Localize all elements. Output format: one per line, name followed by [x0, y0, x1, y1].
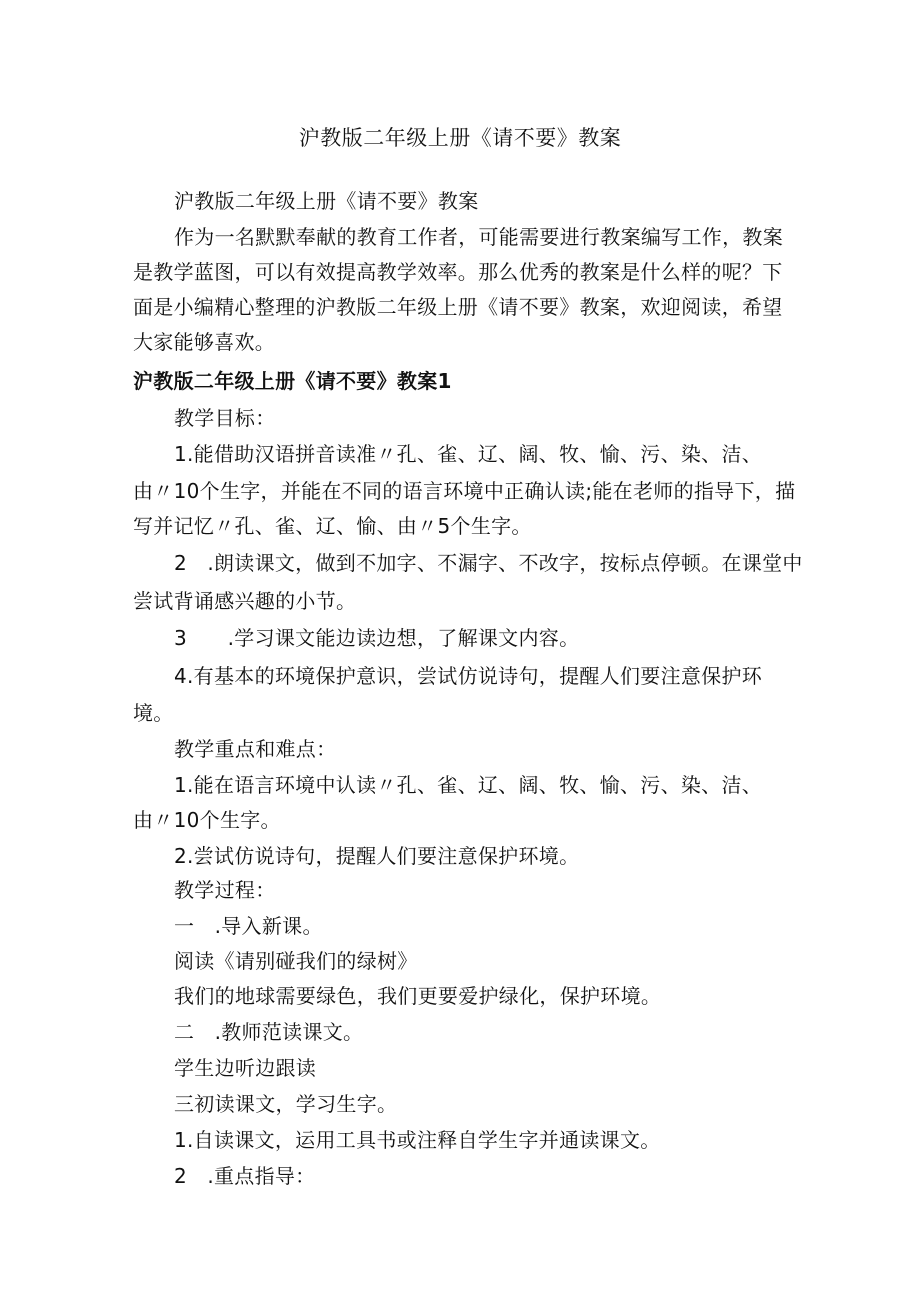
goal-line: 3 .学习课文能边读边想，了解课文内容。: [174, 626, 580, 650]
goals-heading: 教学目标：: [174, 406, 276, 430]
intro-line: 作为一名默默奉献的教育工作者，可能需要进行教案编写工作，教案: [174, 225, 783, 249]
goal-line: 1.能借助汉语拼音读准〃孔、雀、辽、阔、牧、愉、污、染、洁、: [174, 442, 763, 466]
document-title: 沪教版二年级上册《请不要》教案: [298, 126, 622, 150]
process-heading: 教学过程：: [174, 878, 276, 902]
goal-line: 写并记忆〃孔、雀、辽、愉、由〃5个生字。: [133, 514, 532, 538]
goal-line: 尝试背诵感兴趣的小节。: [133, 589, 357, 613]
process-step: 三初读课文，学习生字。: [174, 1092, 398, 1116]
keypoint-line: 由〃10个生字。: [133, 808, 281, 832]
subtitle: 沪教版二年级上册《请不要》教案: [174, 189, 479, 213]
process-line: 2 .重点指导：: [174, 1164, 316, 1188]
keypoint-line: 2.尝试仿说诗句，提醒人们要注意保护环境。: [174, 844, 580, 868]
process-line: 1.自读课文，运用工具书或注释自学生字并通读课文。: [174, 1128, 661, 1152]
process-line: 学生边听边跟读: [174, 1056, 317, 1080]
process-step: 一 .导入新课。: [174, 914, 323, 938]
keypoint-line: 1.能在语言环境中认读〃孔、雀、辽、阔、牧、愉、污、染、洁、: [174, 773, 763, 797]
intro-line: 是教学蓝图，可以有效提高教学效率。那么优秀的教案是什么样的呢？下: [133, 260, 783, 284]
goal-line: 由〃10个生字，并能在不同的语言环境中正确认读;能在老师的指导下，描: [133, 479, 796, 503]
process-line: 我们的地球需要绿色，我们更要爱护绿化，保护环境。: [174, 984, 662, 1008]
keypoints-heading: 教学重点和难点：: [174, 737, 337, 761]
goal-line: 境。: [133, 701, 174, 725]
section-heading: 沪教版二年级上册《请不要》教案1: [133, 369, 452, 393]
intro-line: 面是小编精心整理的沪教版二年级上册《请不要》教案，欢迎阅读，希望: [133, 295, 783, 319]
intro-line: 大家能够喜欢。: [133, 330, 276, 354]
goal-line: 4.有基本的环境保护意识，尝试仿说诗句，提醒人们要注意保护环: [174, 664, 763, 688]
process-step: 二 .教师范读课文。: [174, 1020, 364, 1044]
process-line: 阅读《请别碰我们的绿树》: [174, 949, 418, 973]
goal-line: 2 .朗读课文，做到不加字、不漏字、不改字，按标点停顿。在课堂中: [174, 551, 803, 575]
